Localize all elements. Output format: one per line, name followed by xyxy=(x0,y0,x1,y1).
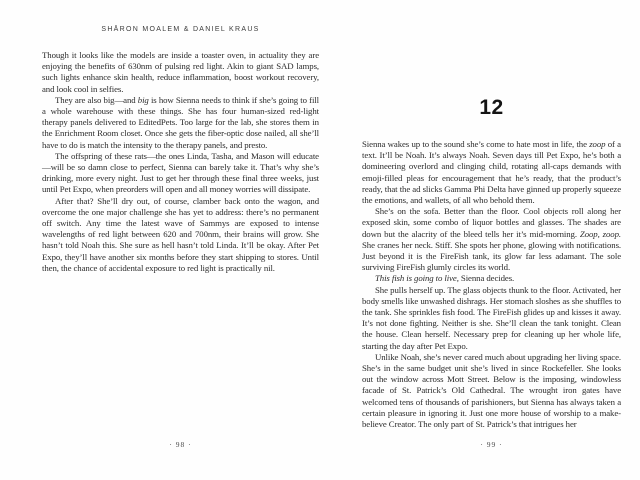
text-run: is how Sienna needs to think if she’s going to fill a whole warehouse with these things. She has four human-sized red-light therapy panels delivered to EditedPets. Too large for the lab, she stores them in the Enrichment Room closet. Once she gets the fiber-optic dose nailed, all she’ll have to do is match the intensity to the therapy panels, and presto. xyxy=(42,94,319,150)
text-run: Though it looks like the models are inside a toaster oven, in actuality they are enjoying the benefits of 630nm of pulsing red light. Akin to giant SAD lamps, such lights enhance skin health, reduce inflammation, boost workout recovery, and look cool in selfies. xyxy=(42,50,319,94)
text-run: Unlike Noah, she’s never cared much about upgrading her living space. She’s in the same budget unit she’s lived in since Rockefeller. She looks out the window across Mott Street. Below is the imposing, windowless facade of St. Patrick’s Old Cathedral. The wrought iron gates have welcomed tens of thousands of parishioners, but Sienna has always taken a certain pleasure in ignoring it. Just one more house of worship to a make-believe Creator. The only part of St. Patrick’s that intrigues her xyxy=(362,351,621,430)
text-run: They are also big—and xyxy=(55,94,138,105)
text-run: The offspring of these rats—the ones Linda, Tasha, and Mason will educate—will be so damn close to perfect, Sienna can barely take it. That’s why she’s drinking, more every night. Just to get her through these final three weeks, just until Pet Expo, when preorders will open and all money worries will dissipate. xyxy=(42,150,319,195)
paragraph xyxy=(362,139,621,206)
paragraph xyxy=(42,50,319,95)
page-left-body xyxy=(42,50,319,274)
paragraph xyxy=(362,352,621,430)
page-right-number: · 99 · xyxy=(480,440,503,449)
text-run: of a text. It’ll be Noah. It’s always Noah. Seven days till Pet Expo, he’s both a domineering overlord and clinging child, rotating all-caps demands with emoji-filled pleas for encouragement that he’s ready, that the product’s ready, that the ad slicks Gamma Phi Delta have ginned up properly squeeze the emotions, and wallets, of all who behold them. xyxy=(362,139,621,206)
paragraph xyxy=(362,273,621,284)
paragraph xyxy=(42,151,319,196)
text-run: After that? She’ll dry out, of course, clamber back onto the wagon, and overcome the one major challenge she has yet to address: there’s no permanent off switch. Any time the latest wave of Sammys are exposed to intense wavelengths of red light between 620 and 700nm, their brains will grow. She hasn’t told Noah this. She sure as hell hasn’t told Linda. It’ll be okay. After Pet Expo, they’ll have another six months before they start shipping to stores. Until then, the chance of accidental exposure to red light is practically nil. xyxy=(42,195,319,273)
paragraph xyxy=(42,196,319,274)
running-header: SHĀRON MOALEM & DANIEL KRAUS xyxy=(101,26,260,33)
text-run: She pulls herself up. The glass objects thunk to the floor. Activated, her body smells like unwashed dishrags. Her stomach sloshes as she shuffles to the tank. She sprinkles fish food. The FireFish glides up and kisses it away. It’s not done fighting. Neither is she. She’ll clean the tank tonight. Clean the house. Clean herself. Necessary prep for cleaning up her whole life, starting the day after Pet Expo. xyxy=(362,284,621,351)
italic-text-run: Zoop, zoop. xyxy=(579,228,621,239)
chapter-number: 12 xyxy=(479,96,504,119)
text-run: Sienna wakes up to the sound she’s come to hate most in life, the xyxy=(362,139,590,149)
italic-text-run: big xyxy=(137,94,149,105)
paragraph xyxy=(42,95,319,151)
page-left xyxy=(42,0,319,480)
page-right xyxy=(362,0,621,480)
italic-text-run: zoop xyxy=(589,139,606,149)
text-run: Sienna decides. xyxy=(458,273,515,284)
italic-text-run: This fish is going to live, xyxy=(375,273,459,284)
page-right-body xyxy=(362,139,621,430)
text-run: She’s on the sofa. Better than the floor. Cool objects roll along her exposed skin, some combo of liquor bottles and glasses. The shades are down but the alacrity of the bleed tells her it’s mid-morning. xyxy=(362,206,621,239)
paragraph xyxy=(362,206,621,273)
page-left-number: · 98 · xyxy=(169,440,192,449)
paragraph xyxy=(362,285,621,352)
text-run: She cranes her neck. Stiff. She spots her phone, glowing with notifications. Just beyond it is the FireFish tank, its glow far less adamant. The sole surviving FireFish glumly circles its world. xyxy=(362,239,621,273)
